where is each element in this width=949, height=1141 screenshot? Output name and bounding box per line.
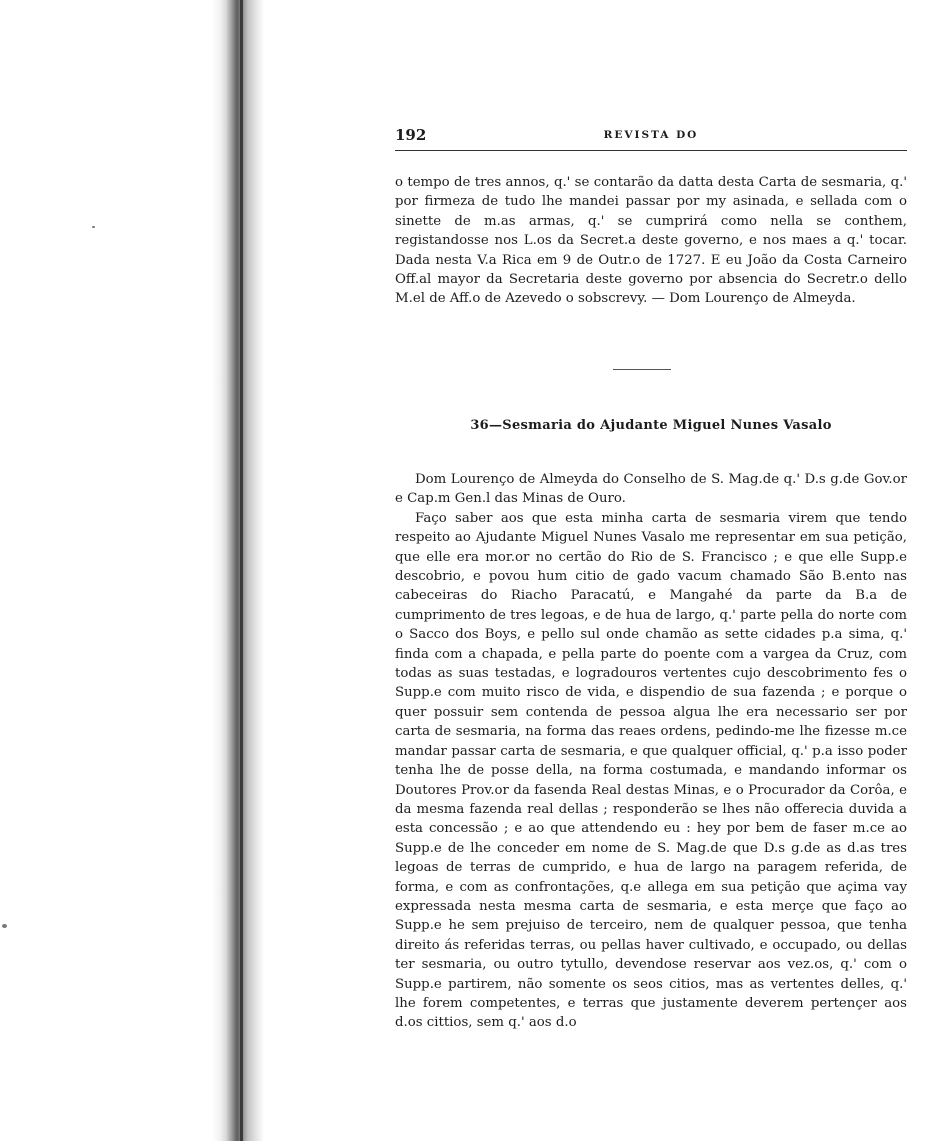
body-paragraph: Dom Lourenço de Almeyda do Conselho de S. Mag.de q.' D.s g.de Gov.or e Cap.m Gen.l das Minas de Ouro. [395, 472, 907, 507]
book-spine-line [240, 0, 243, 1141]
body-paragraph: Faço saber aos que esta minha carta de sesmaria virem que tendo respeito ao Ajudante Miguel Nunes Vasalo me representar em sua petição, que elle era mor.or no certão do Rio de S. Francisco ; e que elle Supp.e descobrio, e povou hum citio de gado vacum chamado São B.ento nas cabeceiras do Riacho Paracatú, e Mangahé da parte da B.a de cumprimento de tres legoas, e de hua de largo, q.' parte pella do norte com o Sacco dos Boys, e pello sul onde chamão as sette cidades p.a sima, q.' finda com a chapada, e pella parte do poente com a vargea da Cruz, com todas as suas testadas, e logradouros vertentes cujo descobrimento fes o Supp.e com muito risco de vida, e dispendio de sua fazenda ; e porque o quer possuir sem contenda de pessoa algua lhe era necessario ser por carta de sesmaria, na forma das reaes ordens, pedindo-me lhe fizesse m.ce mandar passar carta de sesmaria, e que qualquer official, q.' p.a isso poder tenha lhe de posse della, na forma costumada, e mandando informar os Doutores Prov.or da fasenda Real destas Minas, e o Procurador da Corôa, e da mesma fazenda real dellas ; responderão se lhes não offerecia duvida a esta concessão ; e ao que attendendo eu : hey por bem de faser m.ce ao Supp.e de lhe conceder em nome de S. Mag.de que D.s g.de as d.as tres legoas de terras de cumprido, e hua de largo na paragem referida, de forma, e com as confrontações, q.e allega em sua petição que açima vay expressada nesta mesma carta de sesmaria, e esta merçe que faço ao Supp.e he sem prejuiso de terceiro, nem de qualquer pessoa, que tenha direito ás referidas terras, ou pellas haver cultivado, e occupado, ou dellas ter sesmaria, ou outro tytullo, devendose reservar aos vez.os, q.' com o Supp.e partirem, não somente os seos citios, mas as vertentes delles, q.' lhe forem competentes, e terras que justamente deverem pertençer aos d.os cittios, sem q.' aos d.o [395, 510, 907, 1031]
section-title: 36—Sesmaria do Ajudante Miguel Nunes Vasalo [470, 418, 832, 433]
header-rule [395, 150, 907, 151]
document-body [395, 470, 907, 1033]
intro-paragraph: o tempo de tres annos, q.' se contarão da datta desta Carta de sesmaria, q.' por firmeza de tudo lhe mandei passar por my asinada, e sellada com o sinette de m.as armas, q.' se cumprirá como nella se conthem, registandosse nos L.os da Secret.a deste governo, e nos maes a q.' tocar. Dada nesta V.a Rica em 9 de Outr.o de 1727. E eu João da Costa Carneiro Off.al mayor da Secretaria deste governo por absencia do Secretr.o dello M.el de Aff.o de Azevedo o sobscrevy. — Dom Lourenço de Almeyda. [395, 175, 907, 307]
section-separator [613, 369, 671, 370]
page-number: 192 [395, 126, 427, 144]
book-binding-shadow [212, 0, 264, 1141]
scan-speck [2, 924, 7, 928]
scan-speck [92, 226, 95, 228]
page-header [395, 126, 907, 148]
running-title: REVISTA DO [603, 129, 699, 141]
